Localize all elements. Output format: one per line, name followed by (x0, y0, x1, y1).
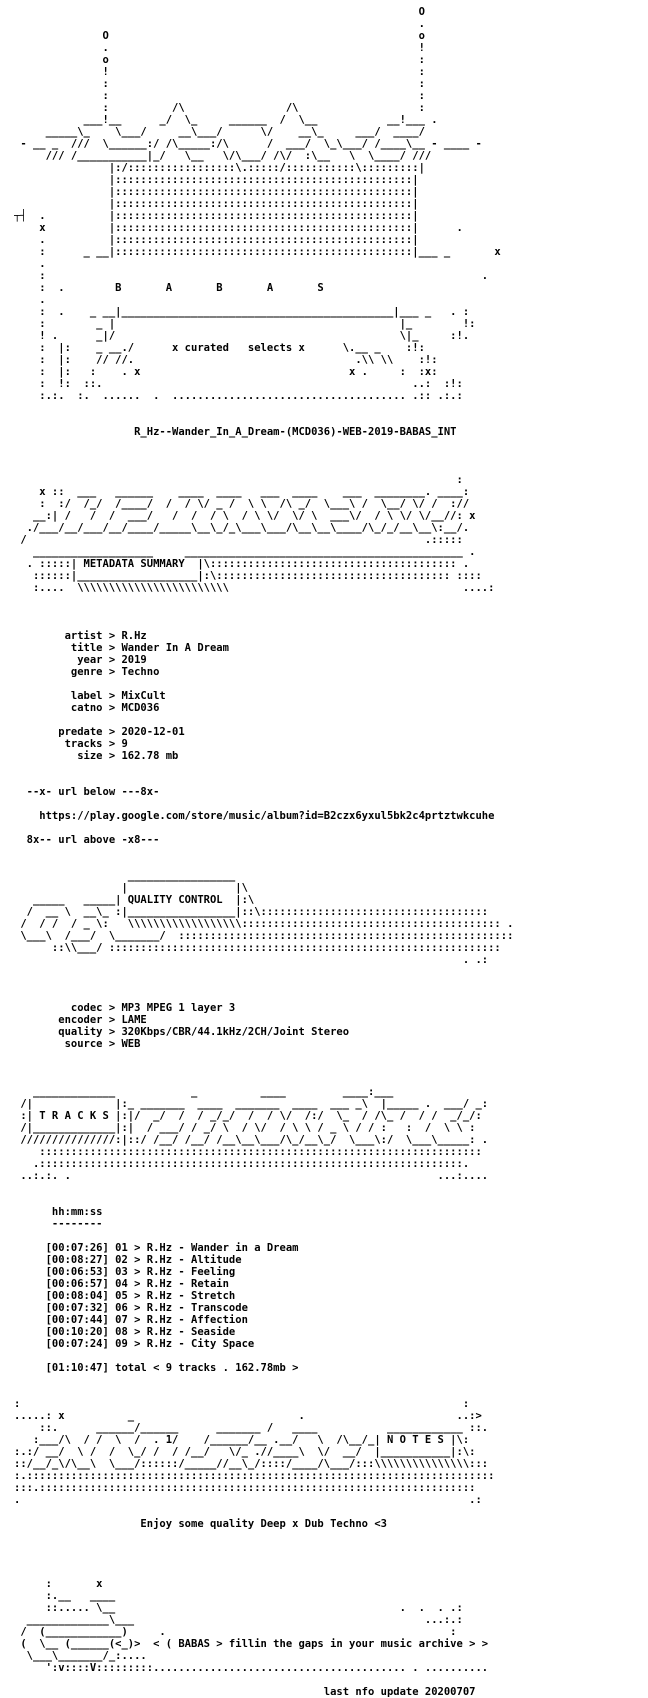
nfo-line: | |\ (14, 882, 248, 894)
nfo-line: last nfo update 20200707 (14, 1686, 476, 1698)
nfo-line: x :: ___ ______ ____ ____ ___ ____ ___ ________. ____: (14, 486, 470, 498)
nfo-line (14, 822, 644, 834)
nfo-line: |:::::::::::::::::::::::::::::::::::::::::::::::| (14, 186, 419, 198)
nfo-line: https://play.google.com/store/music/album?id=B2czx6yxul5bk2c4prtztwkcuhe (14, 810, 495, 822)
nfo-line: :::.::::::::::::::::::::::::::::::::::::::::::::::::::::::::::::::::::::: (14, 1482, 476, 1494)
nfo-line: title > Wander In A Dream (14, 642, 229, 654)
nfo-line (14, 438, 644, 450)
nfo-line: \___\ /___/ \_______/ ::::::::::::::::::::::::::::::::::::::::::::::::::::: (14, 930, 514, 942)
nfo-line: year > 2019 (14, 654, 147, 666)
nfo-line (14, 798, 644, 810)
nfo-line (14, 1182, 644, 1194)
nfo-line: [00:08:27] 02 > R.Hz - Altitude (14, 1254, 242, 1266)
nfo-line: :.:::::::::::::::::::::::::::::::::::::::::::::::::::::::::::::::::::::::::: (14, 1470, 495, 1482)
nfo-line: :.:. :. ...... . ..................................... .:: .:.: (14, 390, 463, 402)
nfo-line: : . _ __|___________________________________________|___ _ . : (14, 306, 470, 318)
nfo-line: predate > 2020-12-01 (14, 726, 185, 738)
nfo-line: 8x-- url above -x8--- (14, 834, 160, 846)
nfo-line: _____ _____| QUALITY CONTROL |:\ (14, 894, 255, 906)
nfo-line: :.... \\\\\\\\\\\\\\\\\\\\\\\\ ....: (14, 582, 495, 594)
nfo-line (14, 1386, 644, 1398)
nfo-line (14, 846, 644, 858)
nfo-line: codec > MP3 MPEG 1 layer 3 (14, 1002, 236, 1014)
nfo-line: : _ | |_ !: (14, 318, 476, 330)
nfo-line: :::::::::::::::::::::::::::::::::::::::::::::::::::::::::::::::::::::: (14, 1146, 482, 1158)
nfo-line: tracks > 9 (14, 738, 128, 750)
nfo-line: . .: (14, 1494, 482, 1506)
nfo-line: . .: (14, 954, 489, 966)
nfo-line: /|_____________|:| / ___/ / _/ \ / \/ / \ \ / _ \ / / : : / \ \ : (14, 1122, 476, 1134)
nfo-line: : /\ /\ : (14, 102, 425, 114)
nfo-line (14, 618, 644, 630)
nfo-line: ..:.:. . ...:.... (14, 1170, 489, 1182)
nfo-line: O (14, 6, 425, 18)
nfo-line: ::\\___/ :::::::::::::::::::::::::::::::::::::::::::::::::::::::::::::: (14, 942, 501, 954)
nfo-line: - __ _ /// \______:/ /\_____:/\ / ___/ \_\___/ /____\__ - ____ - (14, 138, 482, 150)
nfo-line (14, 462, 644, 474)
nfo-line (14, 402, 644, 414)
nfo-line (14, 1542, 644, 1554)
nfo-line (14, 1074, 644, 1086)
nfo-line: |:/:::::::::::::::::\.:::::/:::::::::::\:::::::::| (14, 162, 425, 174)
nfo-line: [00:07:32] 06 > R.Hz - Transcode (14, 1302, 248, 1314)
nfo-line (14, 714, 644, 726)
nfo-line: :.__ ____ (14, 1590, 116, 1602)
nfo-line: : . B A B A S (14, 282, 324, 294)
nfo-line: source > WEB (14, 1038, 141, 1050)
nfo-line: :.:/ __/ \ / / \_/ / / /__/ \/_ .//____\ \/ __/ |___________|:\: (14, 1446, 476, 1458)
nfo-line (14, 978, 644, 990)
nfo-line: ! . _|/ \|_ :!. (14, 330, 470, 342)
nfo-line: ( \__ (______(<_)> < ( BABAS > fillin the gaps in your music archive > > (14, 1638, 489, 1650)
nfo-line: encoder > LAME (14, 1014, 147, 1026)
nfo-line: : : (14, 90, 425, 102)
nfo-line: _____________\___ ...:.: (14, 1614, 463, 1626)
nfo-line: . (14, 18, 425, 30)
nfo-line: ┬┤ . |:::::::::::::::::::::::::::::::::::::::::::::::| (14, 210, 419, 222)
nfo-line (14, 594, 644, 606)
nfo-line: ::/__/_\/\__\ \___/::::::/_____//__\_/::::/____/\___/:::\\\\\\\\\\\\\\\::: (14, 1458, 489, 1470)
nfo-line (14, 990, 644, 1002)
nfo-line (14, 450, 644, 462)
nfo-line: \___\_______/_:.... (14, 1650, 147, 1662)
nfo-line: ./___/__/___/__/____/_____\__\_/_\___\___/\__\__\____/\_/_/__\__\:__/. (14, 522, 470, 534)
nfo-line: / / / / _ \: \\\\\\\\\\\\\\\\\\::::::::::::::::::::::::::::::::::::::::: . (14, 918, 514, 930)
nfo-line: _____\_ \___/ __\___/ \/ __\_ ___/ ____/ (14, 126, 425, 138)
nfo-line: [01:10:47] total < 9 tracks . 162.78mb > (14, 1362, 299, 1374)
nfo-line: x |:::::::::::::::::::::::::::::::::::::::::::::::| . (14, 222, 463, 234)
nfo-line: .....: x _ . ..:> (14, 1410, 482, 1422)
nfo-line (14, 966, 644, 978)
nfo-line: / __ \ __\_ :|_________________|::\:::::::::::::::::::::::::::::::::::: (14, 906, 489, 918)
nfo-line: o : (14, 54, 425, 66)
nfo-line: |:::::::::::::::::::::::::::::::::::::::::::::::| (14, 174, 419, 186)
nfo-line: R_Hz--Wander_In_A_Dream-(MCD036)-WEB-2019-BABAS_INT (14, 426, 457, 438)
nfo-line: . ! (14, 42, 425, 54)
nfo-line: size > 162.78 mb (14, 750, 179, 762)
nfo-line: :___/\ / / \ / . 1/ /______/__ .__/ \ /\__/_| N O T E S |\: (14, 1434, 470, 1446)
nfo-line: artist > R.Hz (14, 630, 147, 642)
nfo-line: [00:06:57] 04 > R.Hz - Retain (14, 1278, 229, 1290)
nfo-line: : :/ /_/ /____/ / / \/ _ / \ \ /\ _/ \___\ / \__/ \/ / :// (14, 498, 470, 510)
nfo-line (14, 1050, 644, 1062)
nfo-line: [00:07:44] 07 > R.Hz - Affection (14, 1314, 248, 1326)
nfo-line: : _ __|:::::::::::::::::::::::::::::::::::::::::::::::|___ _ x (14, 246, 501, 258)
nfo-line: : . (14, 270, 489, 282)
nfo-line: . (14, 258, 46, 270)
nfo-line: . (14, 294, 46, 306)
nfo-line: ::. ______/______ _______ / ____ ____________ ::. (14, 1422, 489, 1434)
nfo-line: --x- url below ---8x- (14, 786, 160, 798)
nfo-line (14, 678, 644, 690)
nfo-line: / .::::: (14, 534, 463, 546)
nfo-line (14, 762, 644, 774)
nfo-line: ___!__ _/ \_ ______ / \__ __!___ . (14, 114, 438, 126)
nfo-line: _____________ _ ____ ____:___ (14, 1086, 394, 1098)
nfo-line: hh:mm:ss (14, 1206, 103, 1218)
nfo-line: : |: : . x x . : :x: (14, 366, 438, 378)
nfo-line: /| |:_ _______ ____ _______ ____ ___ _\ |_____ . ___/ _: (14, 1098, 489, 1110)
nfo-line (14, 606, 644, 618)
nfo-line: O o (14, 30, 425, 42)
nfo-line: :| T R A C K S |:|/ _/ / / _/_/ / / \/ /:/ \_ / /\_ / / / _/_/: (14, 1110, 482, 1122)
nfo-line: . |:::::::::::::::::::::::::::::::::::::::::::::::| (14, 234, 419, 246)
nfo-line: : |: _ __./ x curated selects x \.__ _ :!: (14, 342, 425, 354)
nfo-line: : (14, 474, 463, 486)
nfo-line: label > MixCult (14, 690, 166, 702)
nfo-line: genre > Techno (14, 666, 160, 678)
nfo-line: ::..... \__ . . . .: (14, 1602, 463, 1614)
nfo-line (14, 1506, 644, 1518)
nfo-line: Enjoy some quality Deep x Dub Techno <3 (14, 1518, 387, 1530)
nfo-line: [00:07:26] 01 > R.Hz - Wander in a Dream (14, 1242, 299, 1254)
nfo-line (14, 1230, 644, 1242)
nfo-line (14, 1350, 644, 1362)
nfo-line (14, 1674, 644, 1686)
nfo-line: . :::::| METADATA SUMMARY |\::::::::::::::::::::::::::::::::::::::: . (14, 558, 470, 570)
nfo-line: : |: // //. .\\ \\ :!: (14, 354, 438, 366)
nfo-line: catno > MCD036 (14, 702, 160, 714)
nfo-line (14, 1374, 644, 1386)
nfo-line (14, 1062, 644, 1074)
nfo-line (14, 1566, 644, 1578)
nfo-line: [00:07:24] 09 > R.Hz - City Space (14, 1338, 255, 1350)
nfo-line: quality > 320Kbps/CBR/44.1kHz/2CH/Joint Stereo (14, 1026, 350, 1038)
nfo-line: [00:06:53] 03 > R.Hz - Feeling (14, 1266, 236, 1278)
nfo-line (14, 1530, 644, 1542)
nfo-line: : x (14, 1578, 103, 1590)
nfo-line (14, 858, 644, 870)
nfo-line: ::::::|___________________|:\::::::::::::::::::::::::::::::::::::: :::: (14, 570, 482, 582)
nfo-line: ///////////////:|::/ /__/ /__/ /__\__\___/\_/__\_/ \___\:/ \___\_____: . (14, 1134, 489, 1146)
nfo-line: ___________________ ____________________________________________ . (14, 546, 476, 558)
nfo-line (14, 414, 644, 426)
nfo-line: ! : (14, 66, 425, 78)
nfo-line: : : (14, 78, 425, 90)
nfo-line: |:::::::::::::::::::::::::::::::::::::::::::::::| (14, 198, 419, 210)
nfo-line: / (____________) . : (14, 1626, 457, 1638)
nfo-line (14, 1554, 644, 1566)
nfo-line: ':v::::V:::::::::........................................ . .......... (14, 1662, 489, 1674)
nfo-line: [00:10:20] 08 > R.Hz - Seaside (14, 1326, 236, 1338)
nfo-line (14, 774, 644, 786)
nfo-line: -------- (14, 1218, 103, 1230)
nfo-line: __:| / / / ___/ / / / \ / \ \/ \/ \ ___\/ / \ \/ \/__//: x (14, 510, 476, 522)
nfo-line: : : (14, 1398, 470, 1410)
nfo-line: [00:08:04] 05 > R.Hz - Stretch (14, 1290, 236, 1302)
nfo-text (14, 6, 644, 1698)
nfo-line: /// /___________|_/ \__ \/\___/ /\/ :\__ \ \____/ /// (14, 150, 438, 162)
nfo-line: : !: ::. ..: :!: (14, 378, 463, 390)
nfo-line: _________________ (14, 870, 236, 882)
nfo-line (14, 1194, 644, 1206)
nfo-line: .:::::::::::::::::::::::::::::::::::::::::::::::::::::::::::::::::::. (14, 1158, 470, 1170)
